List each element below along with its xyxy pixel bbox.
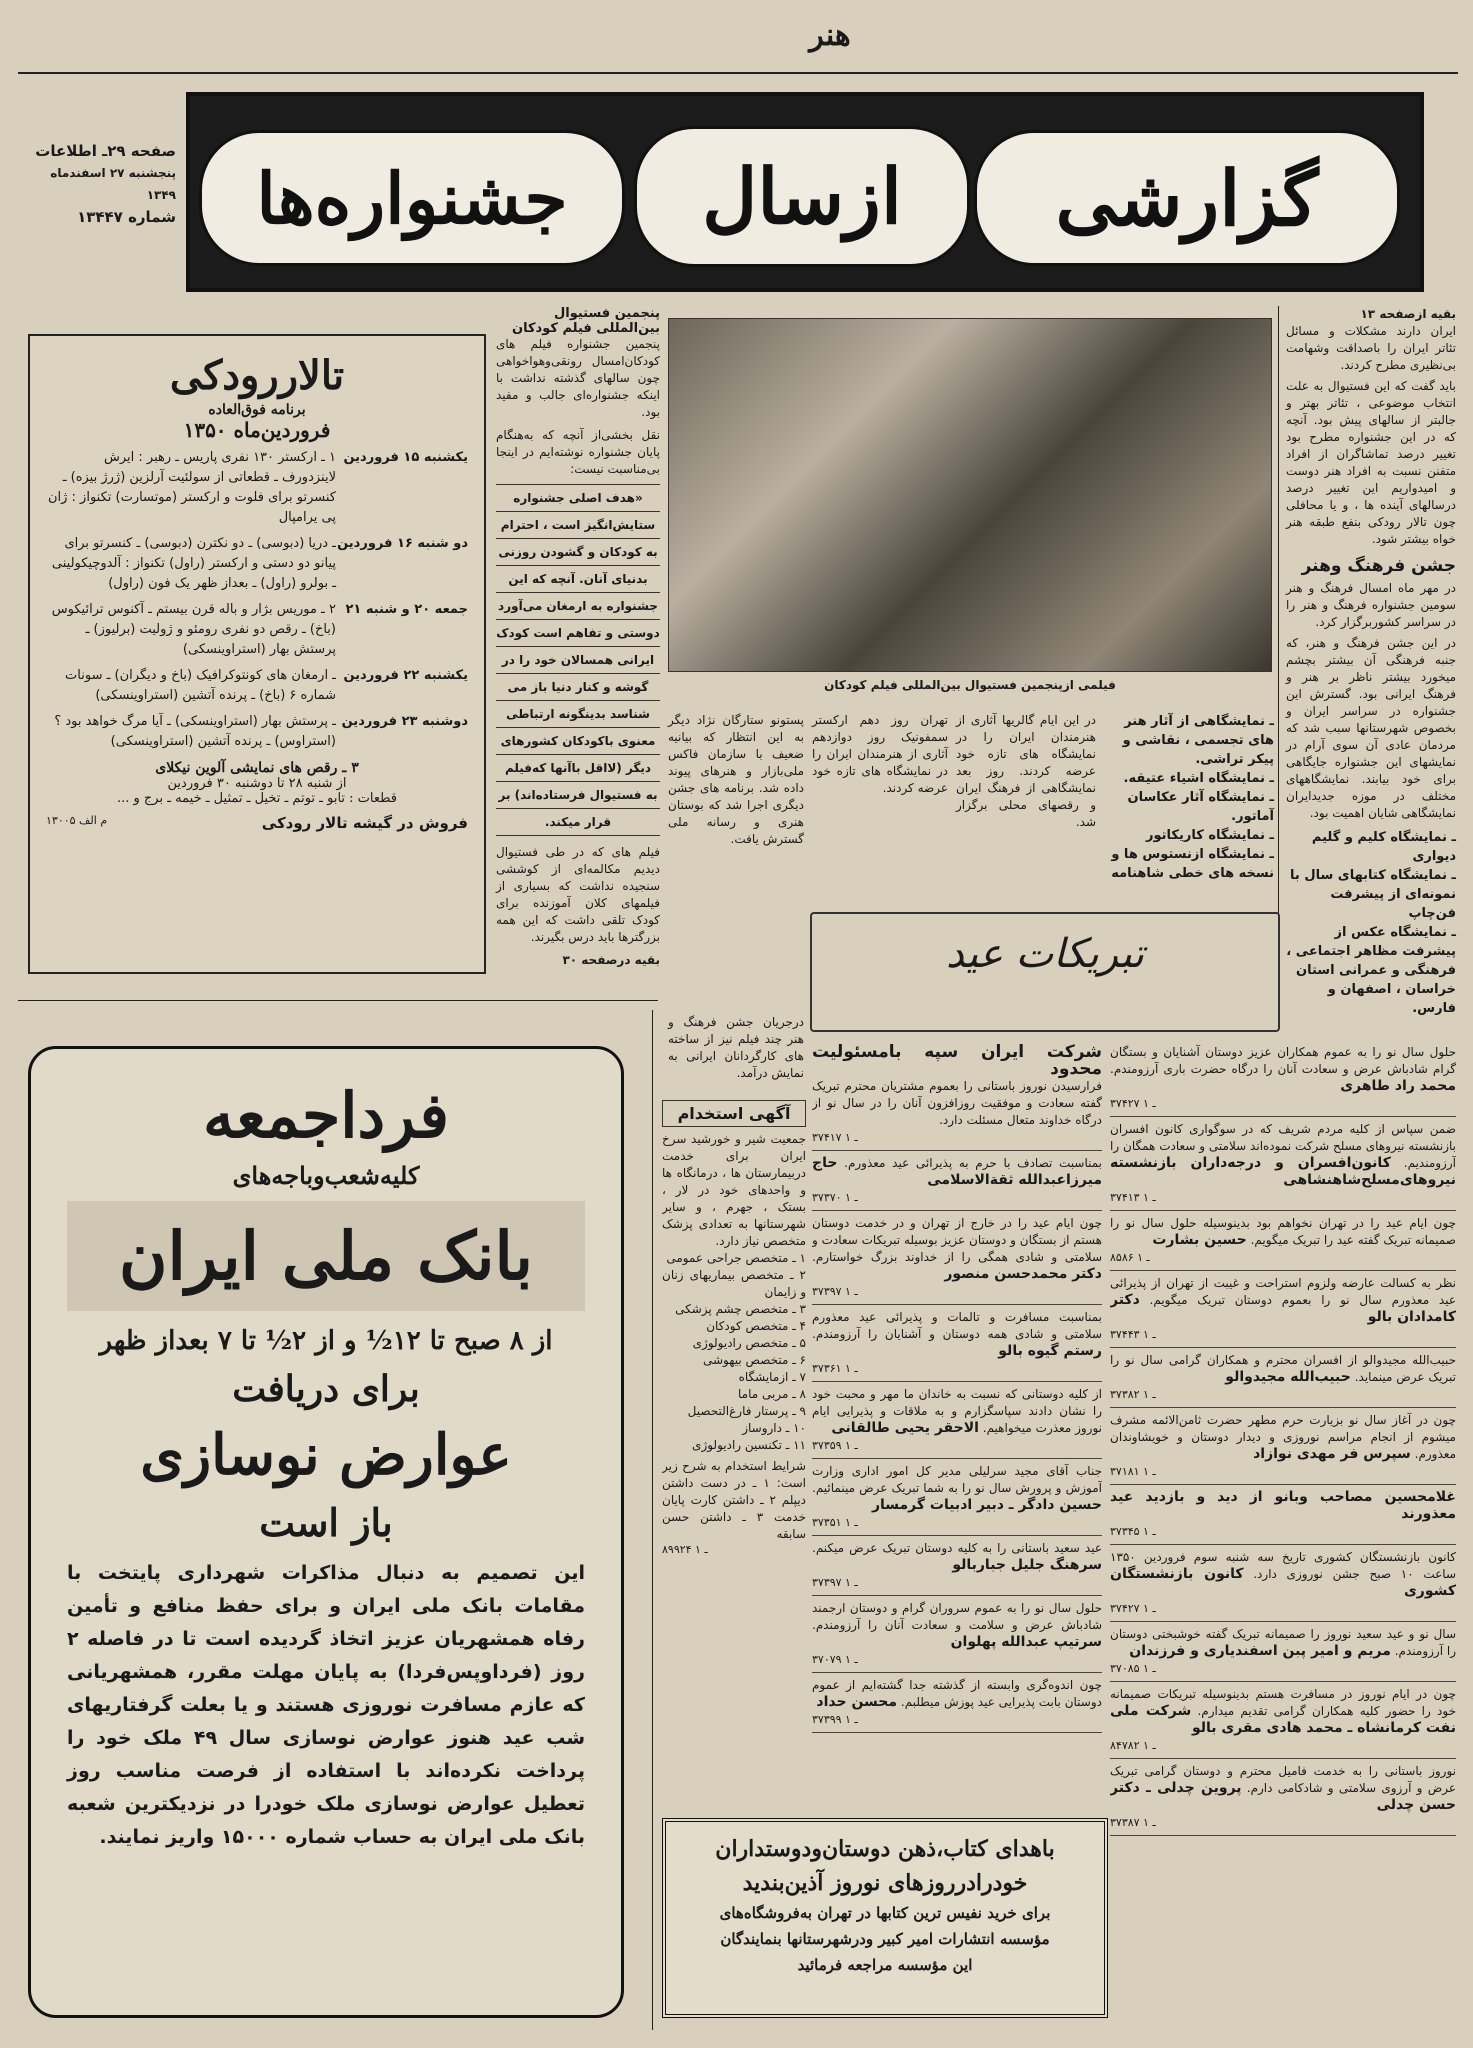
- program-row: [46, 712, 468, 752]
- paragraph: در این جشن فرهنگ و هنر، که جنبه فرهنگی آن بیشتر بچشم میخورد بیشتر ناظر بر هنر و فرهنگ ایرانی بود. گسترش این جشنواره در سراسر ایران و بخصوص شهرستانها سبب شد که مردمان عادی آن سوی آرام در نمایشهای این جشنواره جایگاهی برای خود بیابند. نمایشگاههای مختلف در موزه جدیدایران نمایشگاهی شایان اهمیت بود.: [1286, 636, 1456, 820]
- book-ad-line: باهدای کتاب،ذهن دوستان‌ودوستداران: [715, 1836, 1055, 1862]
- greeting-code: ۸۵۸۶ ـ ۱: [1110, 1251, 1150, 1264]
- greeting-text: حبیب‌الله مجیدوالو از افسران محترم و همکاران گرامی سال نو را تبریک عرض مینماید.: [1110, 1353, 1456, 1384]
- ad-body: این تصمیم به دنبال مذاکرات شهرداری پایتخت با مقامات بانک ملی ایران و برای حفظ منافع و تأمین رفاه همشهریان عزیز اتخاذ گردیده است تا در فاصله ۲ روز (فرداوپس‌فردا) به پایان مهلت مقرر، همشهریانی که عازم مسافرت نوروزی هستند و یا بعلت گرفتاریهای شب عید هنوز عوارض نوسازی سال ۴۹ ملک خود را پرداخت نکرده‌اند با استفاده از فرصت مناسب روز تعطیل عوارض نوسازی ملک خودرا در نزدیکترین شعبه بانک ملی ایران به حساب شماره ۱۵۰۰۰ واریز نمایند.: [67, 1562, 586, 1848]
- greeting-code: ۳۷۳۶۱ ـ ۱: [812, 1362, 858, 1375]
- greeting-text: حلول سال نو را به عموم سروران گرام و دوستان ارجمند شادباش عرض و سلامت و سعادت آنان را آرزومندم.: [812, 1601, 1102, 1632]
- greeting-text: حلول سال نو را به عموم همکاران عزیز دوستان آشنایان و بستگان گرام شادباش عرض و سعادت آنان را درگاه حضرت باری آرزومندم.: [1110, 1045, 1456, 1076]
- greeting-code: ۸۴۷۸۲ ـ ۱: [1110, 1739, 1156, 1752]
- greeting: [1110, 1485, 1456, 1545]
- quote-line: ستایش‌انگیز است ، احترام: [496, 512, 660, 539]
- header-rule: [18, 72, 1458, 74]
- greeting: [812, 1673, 1102, 1733]
- greeting-code: ۳۷۴۴۳ ـ ۱: [1110, 1328, 1156, 1341]
- text-column: درجریان جشن فرهنگ و هنر چند فیلم نیز از ساخته های کارگردانان ایرانی به نمایش درآمد.: [668, 1015, 804, 1080]
- program-date: یکشنبه ۲۲ فروردین: [343, 668, 468, 683]
- quote-line: گوشه و کنار دنیا باز می‌: [496, 674, 660, 701]
- greeting-sign: سرتیپ عبدالله پهلوان: [950, 1634, 1102, 1650]
- greeting-sign: سرهنگ جلیل جباربالو: [952, 1557, 1102, 1573]
- quote-line: به فستیوال فرستاده‌اند) بر: [496, 782, 660, 809]
- greeting: [812, 1040, 1102, 1151]
- bullet-item: ـ نمایشگاه عکس از پیشرفت مظاهر اجتماعی ، فرهنگی و عمرانی استان خراسان ، اصفهان و فارس.: [1286, 925, 1456, 1016]
- quote-line: شناسد بدینگونه ارتباطی: [496, 701, 660, 728]
- rudaki-month: فروردین‌ماه ۱۳۵۰: [183, 418, 331, 442]
- book-ad-line: برای خرید نفیس ترین کتابها در تهران به‌فروشگاه‌های: [719, 1904, 1051, 1922]
- greeting-text: چون ایام عید را در خارج از تهران و در خدمت دوستان هستم از بستگان و دوستان عزیز بوسیله تبریکات سعادت و سلامتی و شادی همگی را از خداوند بزرگ خواستارم.: [812, 1216, 1102, 1264]
- greeting-text: از کلیه دوستانی که نسبت به خاندان ما مهر و محبت خود را نشان دادند سپاسگزارم و به ملاقات و پذیرایی ایام نوروز معذرت میخواهیم.: [812, 1387, 1102, 1435]
- photo-caption: فیلمی ازپنجمین فستیوال بین‌المللی فیلم کودکان: [824, 678, 1116, 692]
- page-meta: [26, 140, 176, 228]
- bullet-item: ـ نمایشگاهی از آثار هنر های تجسمی ، نقاشی و پیکر تراشی.: [1122, 714, 1274, 767]
- greeting-sign: دکتر کامدادان بالو: [1110, 1292, 1456, 1325]
- greeting-code: ۳۷۴۲۷ ـ ۱: [1110, 1602, 1156, 1615]
- job-item: ۶ ـ متخصص بیهوشی: [702, 1353, 806, 1367]
- greeting-sign: حبیب‌الله مجیدوالو: [1225, 1369, 1351, 1385]
- greeting: [812, 1151, 1102, 1211]
- greeting-text: غلامحسین مصاحب وبانو از دید و بازدید عید معذورند: [1110, 1489, 1456, 1522]
- section-rule: [18, 1000, 658, 1001]
- greeting: [812, 1536, 1102, 1596]
- greeting: [1110, 1682, 1456, 1759]
- paragraph: پنجمین جشنواره فیلم های کودکان‌امسال رونقی‌وهواخواهی چون سالهای گذشته نداشت با اینکه جشنواره‌ای جالب و مفید بود.: [496, 337, 660, 419]
- greeting: [812, 1459, 1102, 1536]
- program-item-3: ۳ ـ رقص های نمایشی آلوین نیکلای: [155, 760, 359, 776]
- program-text: ـ دریا (دبوسی) ـ دو نکترن (دبوسی) ـ کنسرتو برای پیانو دو دستی و ارکستر (راول) تکنواز : آلدوچیکولینی ـ بولرو (راول) ـ بعداز ظهر یک فون (راول): [51, 536, 336, 591]
- greetings-title: تبریکات عید: [946, 931, 1144, 977]
- greeting-text: چون ایام عید را در تهران نخواهم بود بدینوسیله حلول سال نو را صمیمانه تبریک گفته عید را تبریک میگویم.: [1110, 1216, 1456, 1247]
- greeting: [1110, 1348, 1456, 1408]
- ad-subline: کلیه‌شعب‌وباجه‌های: [232, 1161, 420, 1190]
- ad-for: برای دریافت: [232, 1368, 420, 1410]
- job-item: ۱۱ ـ تکنسین رادیولوژی: [692, 1438, 806, 1452]
- job-ad-intro: جمعیت شیر و خورشید سرخ ایران برای خدمت دربیمارستان ها ، درمانگاه ها و واحدهای خود در لار ، بستک ، جهرم ، و سایر شهرستانها به تعدادی پزشک متخصص نیاز دارد.: [662, 1132, 806, 1248]
- program-date: جمعه ۲۰ و شنبه ۲۱: [345, 602, 468, 617]
- ad-open: باز است: [259, 1500, 393, 1545]
- program-pieces: قطعات : تابو ـ توتم ـ تخیل ـ تمثیل ـ خیمه ـ برج و ...: [116, 791, 398, 806]
- greeting-sign: الاحقر یحیی طالقانی: [831, 1420, 979, 1436]
- greeting-code: ۳۷۳۵۱ ـ ۱: [812, 1516, 858, 1529]
- rudaki-program-box: [28, 334, 486, 974]
- greeting: [812, 1596, 1102, 1673]
- book-ad-line: مؤسسه انتشارات امیر کبیر ودرشهرستانها بنمایندگان: [720, 1930, 1050, 1948]
- greeting-text: چون در آغاز سال نو بزیارت حرم مطهر حضرت ثامن‌الائمه مشرف میشوم از انجام مراسم نوروزی و دیدار دوستان و خویشاوندان معذورم.: [1110, 1413, 1456, 1461]
- greeting-sign: رستم گیوه بالو: [998, 1343, 1102, 1359]
- program-date: دو شنبه ۱۶ فروردین: [337, 536, 468, 551]
- program-text: ـ پرستش بهار (استراوینسکی) ـ آیا مرگ خواهد بود ؟ (استراوس) ـ پرنده آتشین (استراوینسکی): [54, 714, 336, 749]
- greeting-code: ۳۷۳۹۹ ـ ۱: [812, 1713, 858, 1726]
- bank-melli-ad: [28, 1046, 624, 2018]
- column-rule: [652, 1010, 653, 2030]
- greeting: [1110, 1622, 1456, 1682]
- headline-word-2: ازسال: [634, 126, 970, 267]
- book-ad-line: این مؤسسه مراجعه فرمائید: [797, 1956, 973, 1974]
- quote-line: دیگر (لااقل باآنها که‌فیلم: [496, 755, 660, 782]
- text-column: در این ایام گالریها آثاری از هنرمندان ایران را در نمایشگاه های تازه خود عرضه کردند. روز بعد نمایشگاهی از فرهنگ ایران و رقصهای محلی برگزار شد.: [956, 713, 1096, 829]
- quote-line: معنوی باکودکان کشورهای: [496, 728, 660, 755]
- greeting-sign: دکتر محمدحسن منصور: [944, 1266, 1102, 1282]
- program-row: [46, 534, 468, 594]
- section-title: هنر: [809, 18, 851, 53]
- bullet-item: ـ نمایشگاه کلیم و گلیم دیواری: [1311, 830, 1456, 864]
- book-ad-line: خودرادرروزهای نوروز آذین‌بندید: [742, 1870, 1028, 1896]
- quote-line: ایرانی همسالان خود را در: [496, 647, 660, 674]
- greeting-sign: پروین چدلی ـ دکتر حسن چدلی: [1110, 1780, 1456, 1813]
- ad-headline: فرداجمعه: [202, 1079, 449, 1152]
- paragraph: باید گفت که این فستیوال به علت انتخاب موضوعی ، تئاتر بهتر و جالبتر از سالهای پیش بود. آنچه که در این جشنواره مطرح بود تغییر درصد تماشاگران از افراد متفنن نسبت به افراد هنر دوست و امیدواریم این تغییر درصد درسالهای آینده ها ، و یا محافلی چون تالار رودکی بنفع طبقه هنر خواه بیشتر شود.: [1286, 379, 1456, 546]
- program-row: [46, 448, 468, 528]
- subheading: جشن فرهنگ وهنر: [1301, 556, 1456, 576]
- book-ad: [662, 1818, 1108, 2018]
- quote-table: [496, 484, 660, 836]
- quote-line: «هدف اصلی جشنواره: [496, 485, 660, 512]
- greeting-text: سال نو و عید سعید نوروز را صمیمانه تبریک گفته خوشبختی دوستان را آرزومندم.: [1110, 1627, 1456, 1658]
- job-item: ۱ ـ متخصص جراحی عمومی: [666, 1251, 806, 1265]
- headline-word-1: گزارشی: [974, 130, 1400, 266]
- greeting-text: بمناسبت مسافرت و تالمات و پذیرائی عید معذورم سلامتی و شادی همه دوستان و آشنایان را آرزومندم.: [812, 1310, 1102, 1341]
- quote-line: جشنواره به ارمغان می‌آورد: [496, 593, 660, 620]
- greeting-sign: کانون‌افسران و درجه‌داران بازنشسته نیروهای‌مسلح‌شاهنشاهی: [1110, 1155, 1456, 1188]
- paragraph: در مهر ماه امسال فرهنگ و هنر سومین جشنواره فرهنگ و هنر را در سراسر کشوربرگزار کرد.: [1286, 581, 1456, 629]
- greeting-text: نوروز باستانی را به خدمت فامیل محترم و دوستان گرامی تبریک عرض و آرزوی سلامتی و شادکامی دارم.: [1110, 1764, 1456, 1795]
- paragraph: ایران دارند مشکلات و مسائل تئاتر ایران را باصداقت وشهامت بی‌نظیری مطرح کردند.: [1286, 324, 1456, 372]
- page-date: پنجشنبه ۲۷ اسفندماه ۱۳۴۹: [50, 166, 176, 202]
- job-item: ۵ ـ متخصص رادیولوژی: [692, 1336, 806, 1350]
- program-row: [46, 666, 468, 706]
- ad-code: م الف ۱۳۰۰۵: [46, 814, 108, 827]
- text-column: پستونو ستارگان نژاد دیگر به این انتظار که بیانیه ضعیف با سازمان فاکس ملی‌بازار و هنرهای پیوند داده شد. برنامه های جشن دیگری اجرا شد که بوستان هنری و رسانه ملی گسترش یافت.: [668, 713, 804, 846]
- ad-hours: از ۸ صبح تا ۱۲½ و از ۲½ تا ۷ بعداز ظهر: [99, 1326, 553, 1356]
- program-text: ۱ ـ ارکستر ۱۳۰ نفری پاریس ـ رهبر : ایرش لاینزدورف ـ قطعاتی از سولئیت آرلزین (ژرژ بیزه) ـ کنسرتو برای فلوت و ارکستر (موتسارت) تکنواز : ژان پی یرامپال: [47, 450, 336, 525]
- greeting-code: ۳۷۳۴۵ ـ ۱: [1110, 1525, 1156, 1538]
- greeting-text: ضمن سپاس از کلیه مردم شریف که در سوگواری کانون افسران بازنشسته نیروهای مسلح شرکت نموده‌اند سلامتی و سعادت همگان را آرزومندیم.: [1110, 1122, 1456, 1170]
- greeting-sign: حاج میرزاعبدالله ثقةالاسلامی: [812, 1155, 1102, 1188]
- job-item: ۸ ـ مربی ماما: [738, 1387, 806, 1401]
- greeting-company: شرکت ایران سپه بامسئولیت محدود: [812, 1042, 1102, 1079]
- job-ad-code: ۸۹۹۲۴ ـ ۱: [662, 1543, 708, 1556]
- quote-line: قرار میکند.: [496, 809, 660, 836]
- greeting: [1110, 1117, 1456, 1211]
- job-item: ۹ ـ پرستار فارغ‌التحصیل: [687, 1404, 806, 1418]
- greeting-text: چون در ایام نوروز در مسافرت هستم بدینوسیله تبریکات صمیمانه خود را حضور کلیه همکاران گرامی تقدیم میدارم.: [1110, 1687, 1456, 1718]
- program-row: [46, 600, 468, 660]
- greeting-text: چون اندوه‌گری وابسته از گذشته جدا گشته‌ایم از عموم دوستان بابت پذیرایی عید پوزش میطلبم.: [812, 1678, 1102, 1709]
- greeting-code: ۳۷۴۲۷ ـ ۱: [1110, 1097, 1156, 1110]
- program-date: دوشنبه ۲۳ فروردین: [341, 714, 468, 729]
- greeting-sign: شرکت ملی نفت کرمانشاه ـ محمد هادی مقری بالو: [1110, 1703, 1456, 1736]
- greeting-code: ۳۷۱۸۱ ـ ۱: [1110, 1465, 1156, 1478]
- job-conditions: شرایط استخدام به شرح زیر است: ۱ ـ در دست داشتن دیپلم ۲ ـ داشتن کارت پایان خدمت ۳ ـ داشتن حسن سابقه: [662, 1459, 806, 1541]
- greeting: [812, 1305, 1102, 1382]
- issue-number: شماره ۱۳۴۴۷: [77, 208, 176, 226]
- greeting-code: ۳۷۳۹۷ ـ ۱: [812, 1285, 858, 1298]
- program-date: یکشنبه ۱۵ فروردین: [343, 450, 468, 465]
- greeting: [812, 1382, 1102, 1459]
- bullet-item: ـ نمایشگاه کاریکاتور: [1146, 828, 1274, 843]
- greeting: [1110, 1211, 1456, 1271]
- headline-banner: [186, 92, 1424, 292]
- ad-purpose: عوارض نوسازی: [140, 1422, 512, 1488]
- kids-fest-column: [496, 306, 660, 986]
- job-item: ۱۰ ـ داروساز: [742, 1421, 806, 1435]
- greeting-text: عید سعید باستانی را به کلیه دوستان تبریک عرض میکنم.: [812, 1541, 1102, 1555]
- greeting-text: نظر به کسالت عارضه ولزوم استراحت و غیبت از تهران از پذیرائی عید معذورم سال نو را بعموم دوستان تبریک میگویم.: [1110, 1276, 1456, 1307]
- program-text: ـ ارمغان های کونتوکرافیک (باخ و دیگران) ـ سونات شماره ۶ (باخ) ـ پرنده آتشین (استراوینسکی): [65, 668, 336, 703]
- headline-word-3: جشنواره‌ها: [199, 130, 625, 266]
- text-column: تهران روز دهم ارکستر سمفونیک روز دوازدهم آثاری از هنرمندان ایران را در نمایشگاه های تازه خود عرضه کردند.: [812, 713, 948, 795]
- job-item: ۴ ـ متخصص کودکان: [706, 1319, 806, 1333]
- greeting-code: ۳۷۰۸۵ ـ ۱: [1110, 1662, 1156, 1675]
- rudaki-title: تالاررودکی: [169, 352, 345, 399]
- exhibitions-list: [1104, 712, 1274, 883]
- bullet-item: ـ نمایشگاه اشیاء عتیقه.: [1123, 771, 1274, 786]
- greeting-text: جناب آقای مجید سرلیلی مدیر کل امور اداری وزارت آموزش و پرورش سال نو را به شما تبریک عرض مینمائیم.: [812, 1464, 1102, 1495]
- greeting-text: کانون بازنشستگان کشوری تاریخ سه شنبه سوم فروردین ۱۳۵۰ ساعت ۱۰ صبح جشن نوروزی دارد.: [1110, 1550, 1456, 1581]
- paragraph: فیلم های که در طی فستیوال دیدیم مکالمه‌ای از کوششی سنجیده نداشت که بسیاری از فیلمهای کلان آموزنده برای کودک تلقی داشت که این همه بزرگترها باید درس بگیرند.: [496, 845, 660, 944]
- greeting-code: ۳۷۴۱۷ ـ ۱: [812, 1131, 858, 1144]
- greetings-header: [810, 912, 1280, 1032]
- job-item: ۷ ـ ازمایشگاه: [738, 1370, 806, 1384]
- quote-line: بدنیای آنان. آنچه که این: [496, 566, 660, 593]
- sales-row: [46, 814, 468, 832]
- greeting-sign: حسین دادگر ـ دبیر ادبیات گرمسار: [871, 1497, 1102, 1513]
- bullet-item: ـ نمایشگاه ازنستوس ها و نسخه های خطی شاهنامه: [1111, 847, 1274, 881]
- greeting-sign: مریم و امیر پبن اسفندیاری و فرزندان: [1129, 1643, 1391, 1659]
- kids-film-photo: [668, 318, 1272, 672]
- greeting: [1110, 1040, 1456, 1117]
- greeting-sign: سپرس فر مهدی نوازاد: [1253, 1446, 1411, 1462]
- greeting-code: ۳۷۳۷۰ ـ ۱: [812, 1191, 858, 1204]
- greeting-sign: محمد راد طاهری: [1340, 1078, 1456, 1094]
- greeting: [1110, 1759, 1456, 1836]
- job-ad-column: [662, 1100, 806, 1810]
- greeting-code: ۳۷۳۹۷ ـ ۱: [812, 1576, 858, 1589]
- job-item: ۳ ـ متخصص چشم پزشکی: [675, 1302, 806, 1316]
- greeting-code: ۳۷۳۸۲ ـ ۱: [1110, 1388, 1156, 1401]
- greeting: [1110, 1271, 1456, 1348]
- job-item: ۲ ـ متخصص بیماریهای زنان و زایمان: [662, 1268, 806, 1299]
- page-info: صفحه ۲۹ـ اطلاعات: [35, 142, 176, 160]
- bank-name: بانک ملی ایران: [67, 1201, 585, 1311]
- job-ad-title: آگهی استخدام: [662, 1100, 806, 1127]
- greeting-code: ۳۷۳۸۷ ـ ۱: [1110, 1816, 1156, 1829]
- greeting-sign: حسین بشارت: [1152, 1232, 1247, 1248]
- article-title: پنجمین فستیوال بین‌المللی فیلم کودکان: [512, 306, 660, 336]
- greeting-code: ۳۷۰۷۹ ـ ۱: [812, 1653, 858, 1666]
- greeting-text: فرارسیدن نوروز باستانی را بعموم مشتریان محترم تبریک گفته سعادت و موفقیت روزافزون آنان را در سال نو از درگاه خداوند متعال مسئلت دارد.: [812, 1079, 1102, 1127]
- column-rule: [1278, 306, 1279, 1006]
- greeting: [812, 1211, 1102, 1305]
- quote-line: دوستی و تفاهم است کودک: [496, 620, 660, 647]
- greeting-text: بمناسبت تصادف با حرم به پذیرائی عید معذورم.: [844, 1156, 1102, 1170]
- greeting-code: ۳۷۴۱۳ ـ ۱: [1110, 1191, 1156, 1204]
- greeting: [1110, 1408, 1456, 1485]
- program-item-3-dates: از شنبه ۲۸ تا دوشنبه ۳۰ فروردین: [167, 776, 347, 791]
- continued-note: بقیه ازصفحه ۱۳: [1360, 307, 1456, 321]
- right-column: [1286, 306, 1456, 1016]
- greeting: [1110, 1545, 1456, 1622]
- quote-line: به کودکان و گشودن روزنی: [496, 539, 660, 566]
- greetings-right-column: [1110, 1040, 1456, 2020]
- greeting-code: ۳۷۳۵۹ ـ ۱: [812, 1439, 858, 1452]
- rudaki-subtitle: برنامه فوق‌العاده: [208, 402, 306, 418]
- greetings-left-column: [812, 1040, 1102, 1810]
- paragraph: نقل بخشی‌از آنچه که به‌هنگام پایان جشنواره نوشته‌ایم در اینجا بی‌مناسبت نیست:: [496, 428, 660, 476]
- bullet-item: ـ نمایشگاه کتابهای سال با نمونه‌ای از پیشرفت فن‌چاپ: [1290, 868, 1456, 921]
- greeting-sign: کانون بازنشستگان کشوری: [1110, 1566, 1456, 1599]
- sales-note: فروش در گیشه تالار رودکی: [261, 814, 468, 832]
- greeting-sign: محسن حداد: [816, 1694, 898, 1710]
- continued-note: بقیه درصفحه ۳۰: [562, 953, 660, 967]
- program-text: ۲ ـ موریس بژار و باله قرن بیستم ـ آکنوس ترائیکوس (باخ) ـ رقص دو نفری رومئو و ژولیت (برلیوز) ـ پرستش بهار (استراوینسکی): [51, 602, 336, 657]
- bullet-item: ـ نمایشگاه آثار عکاسان آماتور.: [1127, 790, 1274, 824]
